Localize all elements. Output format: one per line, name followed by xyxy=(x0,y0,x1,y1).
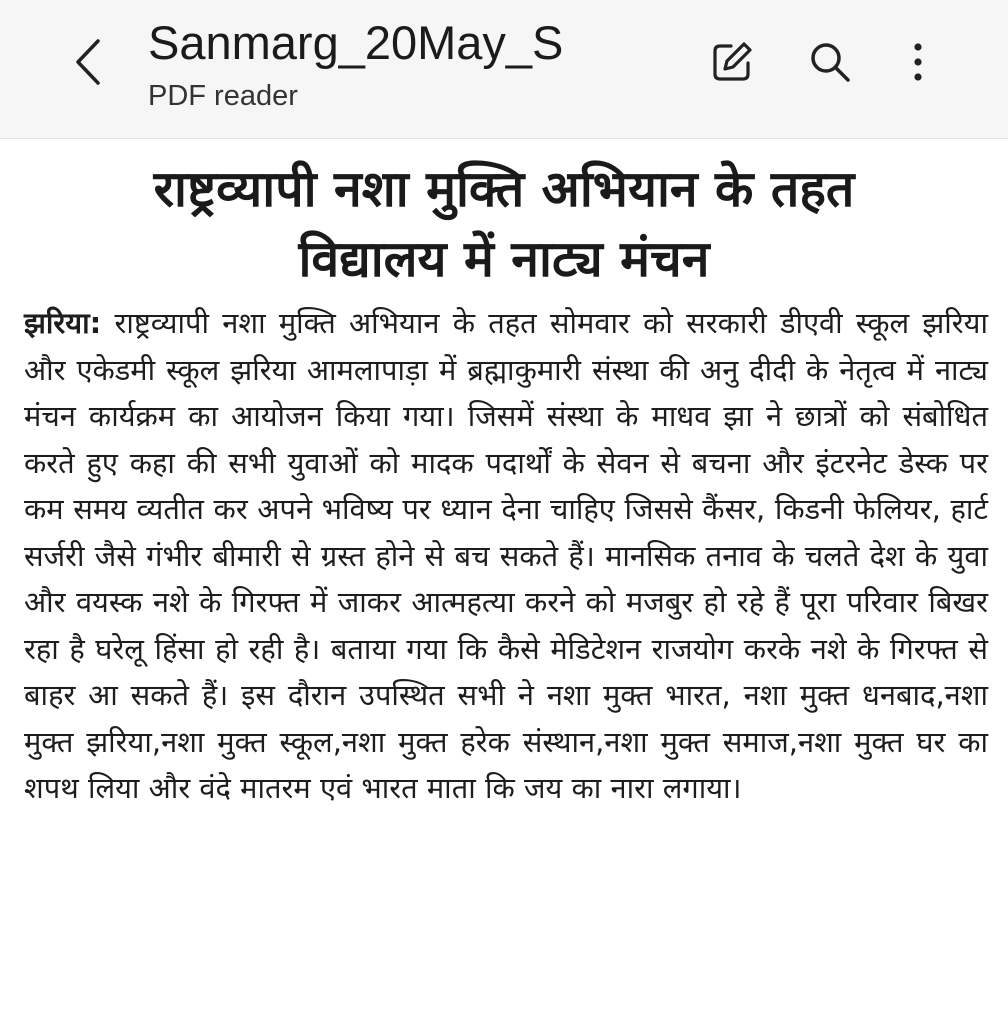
app-subtitle: PDF reader xyxy=(148,80,298,112)
article-body xyxy=(0,300,1008,812)
search-icon xyxy=(807,39,853,85)
article-text: राष्ट्रव्यापी नशा मुक्ति अभियान के तहत सोमवार को सरकारी डीएवी स्कूल झरिया और एकेडमी स्कूल झरिया आमलापाड़ा में ब्रह्माकुमारी संस्था की अनु दीदी के नेतृत्व में नाट्य मंचन कार्यक्रम का आयोजन किया गया। जिसमें संस्था के माधव झा ने छात्रों को संबोधित करते हुए कहा की सभी युवाओं को मादक पदार्थों के सेवन से बचना और इंटरनेट डेस्क पर कम समय व्यतीत कर अपने भविष्य पर ध्यान देना चाहिए जिससे कैंसर, किडनी फेलियर, हार्ट सर्जरी जैसे गंभीर बीमारी से ग्रस्त होने से बच सकते हैं। मानसिक तनाव के चलते देश के युवा और वयस्क नशे के गिरफ्त में जाकर आत्महत्या करने को मजबुर हो रहे हैं पूरा परिवार बिखर रहा है घरेलू हिंसा हो रही है। बताया गया कि कैसे मेडिटेशन राजयोग करके नशे के गिरफ्त से बाहर आ सकते हैं। इस दौरान उपस्थित सभी ने नशा मुक्त भारत, नशा मुक्त धनबाद,नशा मुक्त झरिया,नशा मुक्त स्कूल,नशा मुक्त हरेक संस्थान,नशा मुक्त समाज,नशा मुक्त घर का शपथ लिया और वंदे मातरम एवं भारत माता कि जय का नारा लगाया। xyxy=(24,306,989,805)
article-headline xyxy=(0,140,1008,294)
title-block xyxy=(148,14,563,114)
headline-line-2: विद्यालय में नाट्य मंचन xyxy=(298,230,710,288)
headline-line-1: राष्ट्रव्यापी नशा मुक्ति अभियान के तहत xyxy=(153,160,855,218)
document-title: Sanmarg_20May_S xyxy=(148,16,564,69)
pdf-page[interactable] xyxy=(0,140,1008,1024)
more-vertical-icon xyxy=(908,39,928,85)
edit-button[interactable] xyxy=(706,36,758,88)
search-button[interactable] xyxy=(804,36,856,88)
chevron-left-icon xyxy=(73,37,103,87)
app-bar xyxy=(0,0,1008,139)
more-options-button[interactable] xyxy=(892,36,944,88)
back-button[interactable] xyxy=(62,36,114,88)
edit-pencil-icon xyxy=(709,39,755,85)
article-dateline: झरिया: xyxy=(24,306,102,340)
